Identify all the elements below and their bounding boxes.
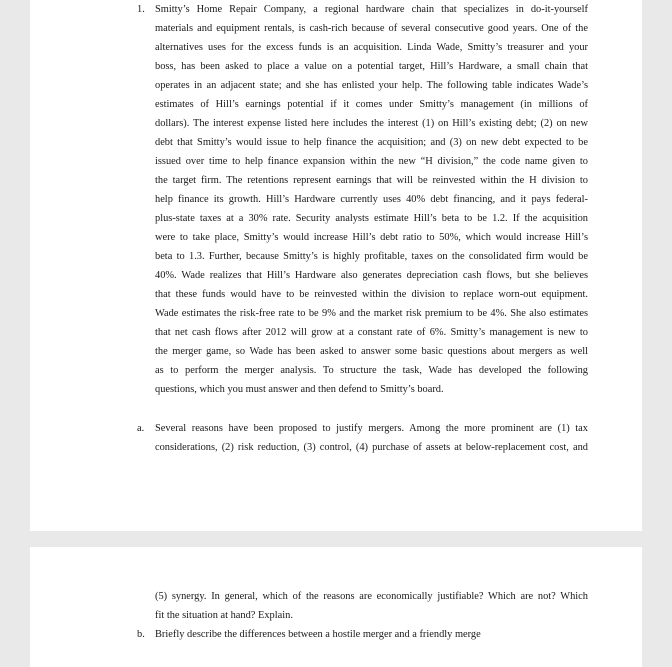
text-line: alternatives uses for the excess funds is an acquisition. Linda Wade, Smitty’s treasurer and your <box>155 42 588 53</box>
text-line: the merger game, so Wade has been asked to answer some basic questions about mergers as well <box>155 346 588 357</box>
text-line: as to perform the merger analysis. To structure the task, Wade has developed the following <box>155 365 588 376</box>
text-line: operates in an adjacent state; and she has enlisted your help. The following table indicates Wade’s <box>155 80 588 91</box>
text-line: Several reasons have been proposed to justify mergers. Among the more prominent are (1) tax <box>155 423 588 434</box>
question-b-text <box>155 625 588 644</box>
text-line: fit the situation at hand? Explain. <box>155 610 293 621</box>
question-a-text <box>155 419 588 457</box>
text-line: materials and equipment rentals, is cash-rich because of several consecutive good years. One of the <box>155 23 588 34</box>
text-line: debt that Smitty’s would issue to help finance the acquisition; and (3) on new debt expected to be <box>155 137 588 148</box>
text-line: help finance its growth. Hill’s Hardware currently uses 40% debt financing, and it pays federal- <box>155 194 588 205</box>
question-1-marker: 1. <box>137 4 145 15</box>
text-line: (5) synergy. In general, which of the reasons are economically justifiable? Which are not? Which <box>155 591 588 602</box>
text-line: that these funds would have to be reinvested within the division to replace worn-out equipment. <box>155 289 588 300</box>
text-line: Wade estimates the risk-free rate to be 9% and the market risk premium to be 4%. She also estimates <box>155 308 588 319</box>
text-line: beta to 1.3. Further, because Smitty’s is highly profitable, taxes on the consolidated firm would be <box>155 251 588 262</box>
text-line: estimates of Hill’s earnings potential if it comes under Smitty’s management (in millions of <box>155 99 588 110</box>
document-page-2 <box>30 547 642 667</box>
text-line: dollars). The interest expense listed here includes the interest (1) on Hill’s existing debt; (2) on new <box>155 118 588 129</box>
text-line: that net cash flows after 2012 will grow at a constant rate of 6%. Smitty’s management is new to <box>155 327 588 338</box>
text-line: considerations, (2) risk reduction, (3) control, (4) purchase of assets at below-replacement cost, and <box>155 442 588 453</box>
text-line: the target firm. The retentions represent earnings that will be reinvested within the H division to <box>155 175 588 186</box>
text-line: plus-state taxes at a 30% rate. Security analysts estimate Hill’s beta to be 1.2. If the acquisition <box>155 213 588 224</box>
text-line: questions, which you must answer and then defend to Smitty’s board. <box>155 384 444 395</box>
document-page-1 <box>30 0 642 531</box>
text-line: were to take place, Smitty’s would increase Hill’s debt ratio to 50%, which would increase Hill’s <box>155 232 588 243</box>
question-a-marker: a. <box>137 423 145 434</box>
text-line: boss, has been asked to place a value on a potential target, Hill’s Hardware, a small chain that <box>155 61 588 72</box>
text-line: issued over time to help finance expansion within the new “H division,” the code name given to <box>155 156 588 167</box>
text-line: Briefly describe the differences between a hostile merger and a friendly merge <box>155 629 481 640</box>
question-1-text <box>155 0 588 399</box>
text-line: 40%. Wade realizes that Hill’s Hardware also generates depreciation cash flows, but she believes <box>155 270 588 281</box>
question-b-marker: b. <box>137 629 145 640</box>
text-line: Smitty’s Home Repair Company, a regional hardware chain that specializes in do-it-yourself <box>155 4 588 15</box>
question-a-continued-text <box>155 587 588 625</box>
